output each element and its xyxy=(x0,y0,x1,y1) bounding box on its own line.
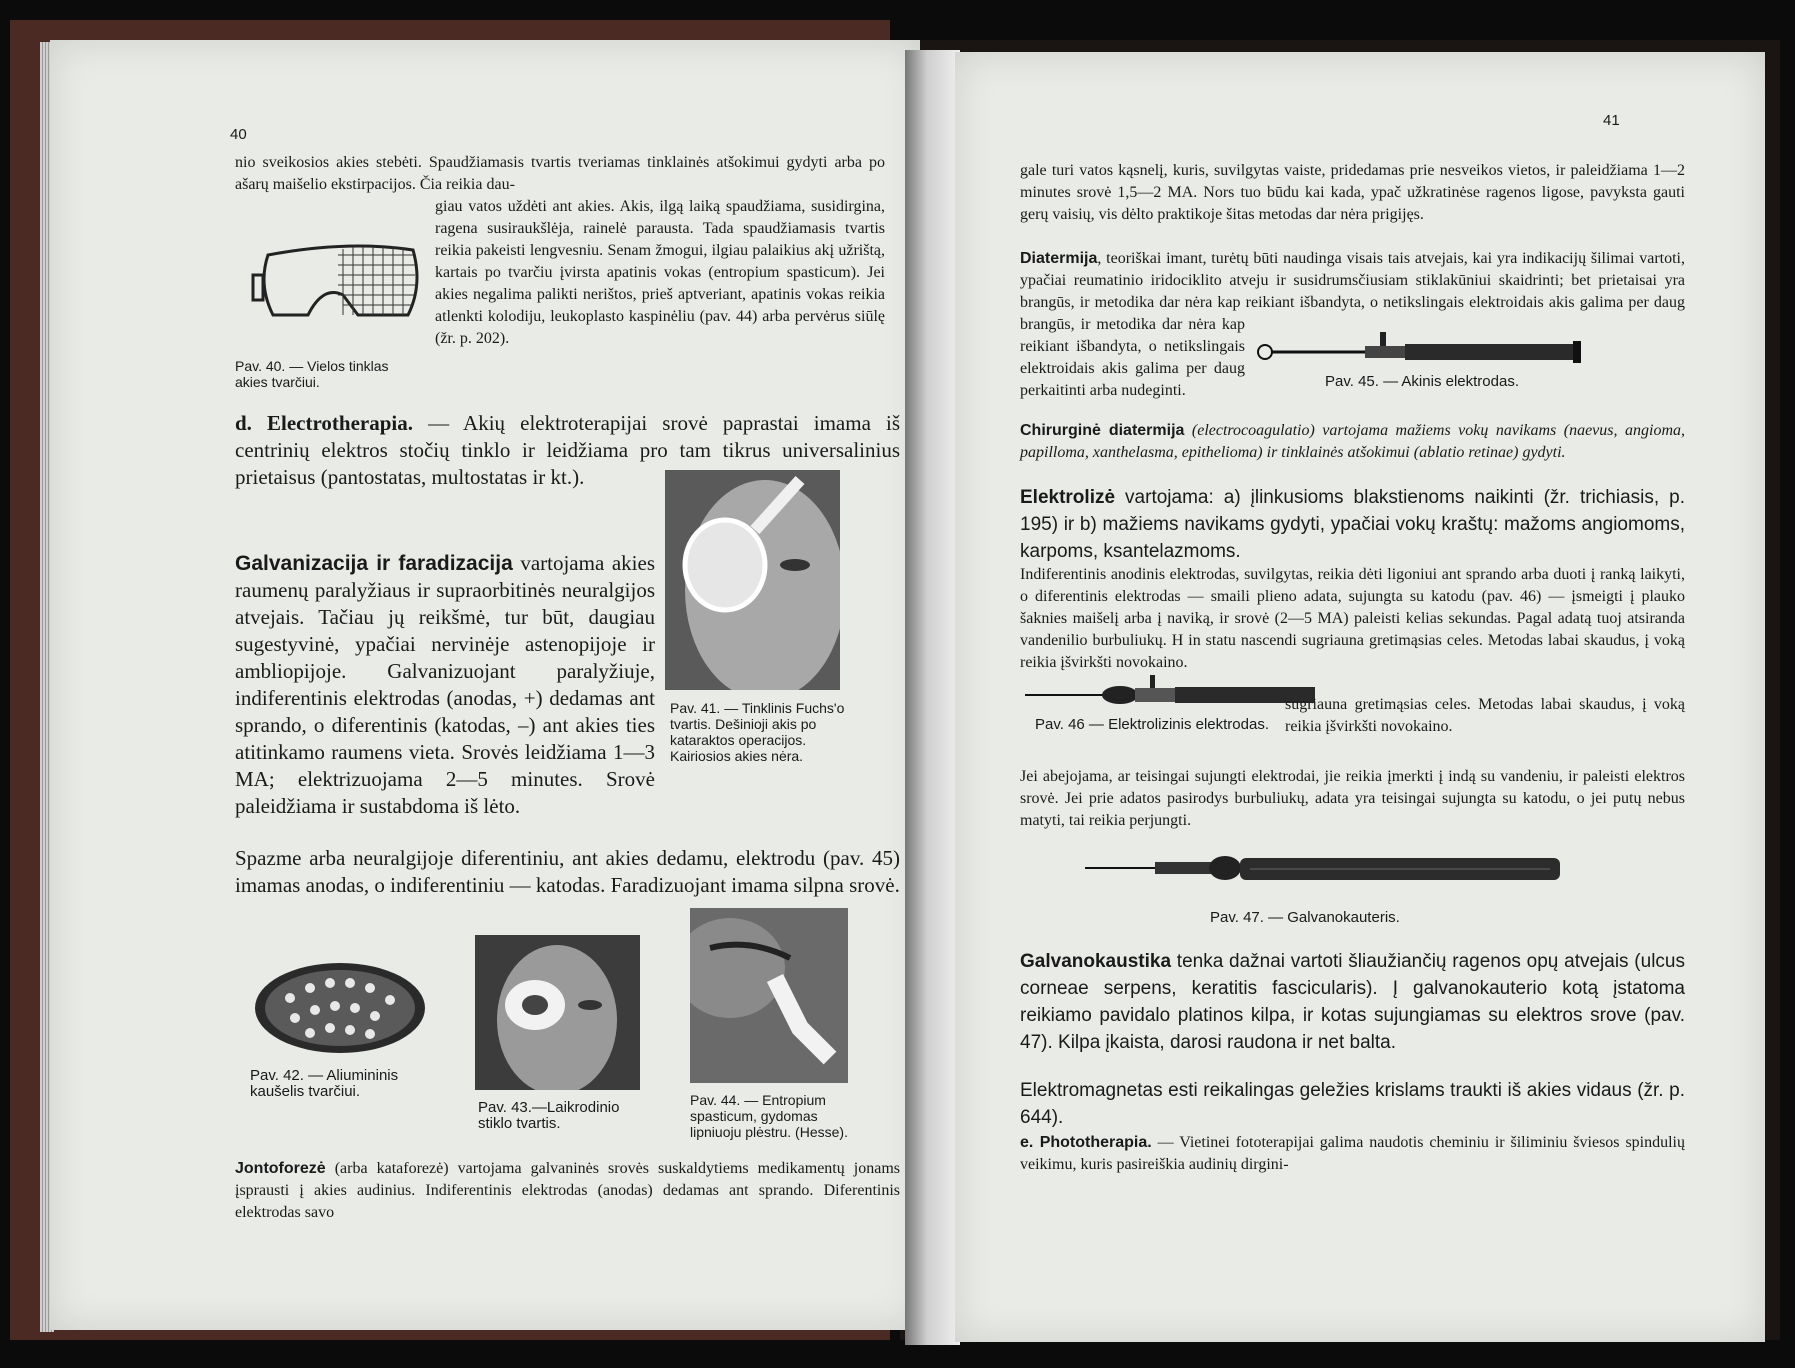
fig40-caption: Pav. 40. — Vielos tinklas akies tvarčiui. xyxy=(235,358,389,390)
diatermija-continued xyxy=(1020,314,1245,424)
fig43-caption: Pav. 43.—Laikrodinio stiklo tvartis. xyxy=(478,1099,620,1132)
galvanizacija-paragraph xyxy=(235,550,655,820)
abejojama-paragraph: Jei abejojama, ar teisingai sujungti elektrodai, jie reikia įmerkti į indą su vandeniu, ir paleisti elektros srovė. Jei prie adatos pasirodys burbuliukų, adata yra teisingai sujungta su katodu, o jei putų nebus matyti, tai reikia perjungti. xyxy=(1020,768,1685,829)
fig47-galvanocautery xyxy=(1085,850,1565,886)
right-page xyxy=(955,52,1765,1342)
paragraph: nio sveikosios akies stebėti. Spaudžiamasis tvartis tveriamas tinklainės atšokimui gydyti arba po ašarų maišelio ekstirpacijos. Čia reikia dau- xyxy=(235,154,885,193)
section-heading: Jontoforezė xyxy=(235,1160,326,1177)
indiferentinis-continued xyxy=(1285,694,1685,738)
section-text-continued: sugriauna gretimąsias celes. Metodas labai skaudus, į voką reikia įšvirkšti novokaino. xyxy=(1285,696,1685,735)
fig47-caption: Pav. 47. — Galvanokauteris. xyxy=(1210,909,1400,926)
section-heading: Chirurginė diatermija xyxy=(1020,422,1185,439)
section-text: vartojama: a) įlinkusioms blakstienoms naikinti (žr. trichiasis, p. 195) ir b) mažiems navikams gydyti, ypačiai vokų kraštų: mažoms angiomoms, karpoms, ksantelazmoms. xyxy=(1020,487,1685,562)
elektrolize-paragraph xyxy=(1020,484,1685,565)
fig46-caption: Pav. 46 — Elektrolizinis elektrodas. xyxy=(1035,716,1269,733)
page-number: 40 xyxy=(230,126,247,143)
section-text: (electrocoagulatio) vartojama mažiems vokų navikams (naevus, angioma, papilloma, xanthelasma, epithelioma) ir tinklainės atšokimui (ablatio retinae) gydyti. xyxy=(1020,422,1685,461)
fig44-photo xyxy=(690,908,848,1083)
section-text-continued: brangūs, ir metodika dar nėra kap reikiant išbandyta, o netikslingais elektroidais akis galima per daug perkaitinti arba nudeginti. xyxy=(1020,316,1245,399)
section-heading: d. Electrotherapia. xyxy=(235,411,414,435)
fig46-electrolysis-electrode xyxy=(1025,667,1325,712)
fig45-caption: Pav. 45. — Akinis elektrodas. xyxy=(1325,373,1519,390)
page-number: 41 xyxy=(1603,112,1620,129)
section-text: , teoriškai imant, turėtų būti naudinga visais tais atvejais, kai yra indikacijų šilimai vartoti, ypačiai reumatinio iridociklito atveju ir susidrumsčiusiam stiklakūniui skaidrinti; bet prietaisai yra brangūs, ir metodika dar nėra kap reikiant išbandyta, o netikslingais elektroidais akis galima per daug xyxy=(1020,250,1685,311)
diatermija-paragraph xyxy=(1020,248,1685,314)
book-gutter xyxy=(905,50,960,1345)
section-heading: Diatermija xyxy=(1020,250,1098,267)
section-text: — Akių elektroterapijai srovė paprastai imama iš centrinių elektros stočių tinklo ir leidžiama pro tam tikrus universalinius prietaisus (pantostatas, multostatas ir kt.). xyxy=(235,411,900,489)
section-heading: Elektrolizė xyxy=(1020,487,1116,508)
fig42-caption: Pav. 42. — Aliumininis kaušelis tvarčiui. xyxy=(250,1067,399,1100)
indiferentinis-paragraph: Indiferentinis anodinis elektrodas, suvilgytas, reikia dėti ligoniui ant sprando arba duoti į ranką laikyti, o diferentinis elektrodas — smaili plieno adata, sujungta su katodu (pav. 46) — įsmeigti į plauko šaknies maišelį arba į naviką, ir srovė (2—5 MA) paleisti kelias sekundas. Pagal adatą tuoj atsiranda vandenilio burbuliukų. H in statu nascendi sugriauna gretimąsias celes. Metodas labai skaudus, į voką reikia įšvirkšti novokaino. xyxy=(1020,566,1685,671)
section-text: vartojama akies raumenų paralyžiaus ir supraorbitinės neuralgijos atvejais. Tačiau jų reikšmė, tur būt, daugiau sugestyvinė, ypačiai nervinėje astenopijoje ir ambliopijoje. Galvanizuojant paralyžiuje, indiferentinis elektrodas (anodas, +) dedamas ant sprando, o diferentinis (katodas, –) ant akies ties atitinkamo raumens vieta. Srovės leidžiama 1—3 MA; elektrizuojama 2—5 minutes. Srovė paleidžiama ir sustabdoma iš lėto. xyxy=(235,551,655,818)
fig44-caption: Pav. 44. — Entropium spasticum, gydomas lipniuoju plėstru. (Hesse). xyxy=(690,1092,848,1140)
section-text: — Vietinei fototerapijai galima naudotis cheminiu ir šiliminiu šviesos spindulių veikimu, kuris pasireiškia audinių dirgini- xyxy=(1020,1134,1685,1173)
galvanokaustika-paragraph xyxy=(1020,948,1685,1056)
fig41-photo xyxy=(665,470,840,690)
section-text: tenka dažnai vartoti šliaužiančių ragenos opų atvejais (ulcus corneae serpens, keratitis fascicularis). Į galvanokauterio kotą įstatoma reikiamo pavidalo platinos kilpa, ir kotas sujungiamas su elektros srove (pav. 47). Kilpa įkaista, darosi raudona ir net balta. xyxy=(1020,951,1685,1053)
section-text: (arba kataforezė) vartojama galvaninės srovės suskaldytiems medikamentų jonams įsprausti į akies audinius. Indiferentinis elektrodas (anodas) dedamas ant sprando. Diferentinis elektrodas savo xyxy=(235,1160,901,1221)
fig43-photo xyxy=(475,935,640,1090)
spazme-paragraph: Spazme arba neuralgijoje diferentiniu, ant akies dedamu, elektrodu (pav. 45) imamas anodas, o indiferentiniu — katodas. Faradizuojant imama silpna srovė. xyxy=(235,846,900,897)
elektromagnetas-paragraph: Elektromagnetas esti reikalingas geležies krislams traukti iš akies vidaus (žr. p. 644). xyxy=(1020,1080,1685,1128)
section-heading: Galvanizacija ir faradizacija xyxy=(235,552,513,575)
jontoforeze-paragraph xyxy=(235,1158,900,1224)
section-heading: e. Phototherapia. xyxy=(1020,1134,1152,1151)
fig41-caption: Pav. 41. — Tinklinis Fuchs'o tvartis. Dešinioji akis po kataraktos operacijos. Kairiosios akies nėra. xyxy=(670,700,845,764)
paragraph: gale turi vatos kąsnelį, kuris, suvilgytas vaiste, pridedamas prie nesveikos vietos, ir paleidžiama 1—2 minutes srovė 1,5—2 MA. Nors tuo būdu kai kada, ypač užkratinėse ragenos ligose, pavyksta gauti gerų vaisių, vis dėlto praktikoje šitas metodas dar nėra prigijęs. xyxy=(1020,162,1685,223)
fig42-aluminum-shell xyxy=(250,958,430,1058)
section-heading: Galvanokaustika xyxy=(1020,951,1172,972)
left-page xyxy=(50,40,920,1330)
wire-mesh-figure xyxy=(248,235,438,335)
paragraph: giau vatos uždėti ant akies. Akis, ilgą laiką spaudžiama, susidirgina, ragena susiraukšlėja, rainelė parausta. Tada spaudžiamasis tvartis reikia pakeisti lengvesniu. Senam žmogui, ilgiau palaikius akį užrištą, kartais po tvarčiu įvirsta apatinis vokas (entropium spasticum). Jei akies negalima palikti nerištos, prieš aptveriant, apatinis vokas reikia atlenkti kolodiju, leukoplasto kaspinėliu (pav. 44) arba pervėrus siūlę (žr. p. 202). xyxy=(435,198,885,347)
fig45-electrode xyxy=(1255,327,1585,367)
phototherapia-paragraph xyxy=(1020,1132,1685,1176)
chirurgine-paragraph xyxy=(1020,420,1685,464)
